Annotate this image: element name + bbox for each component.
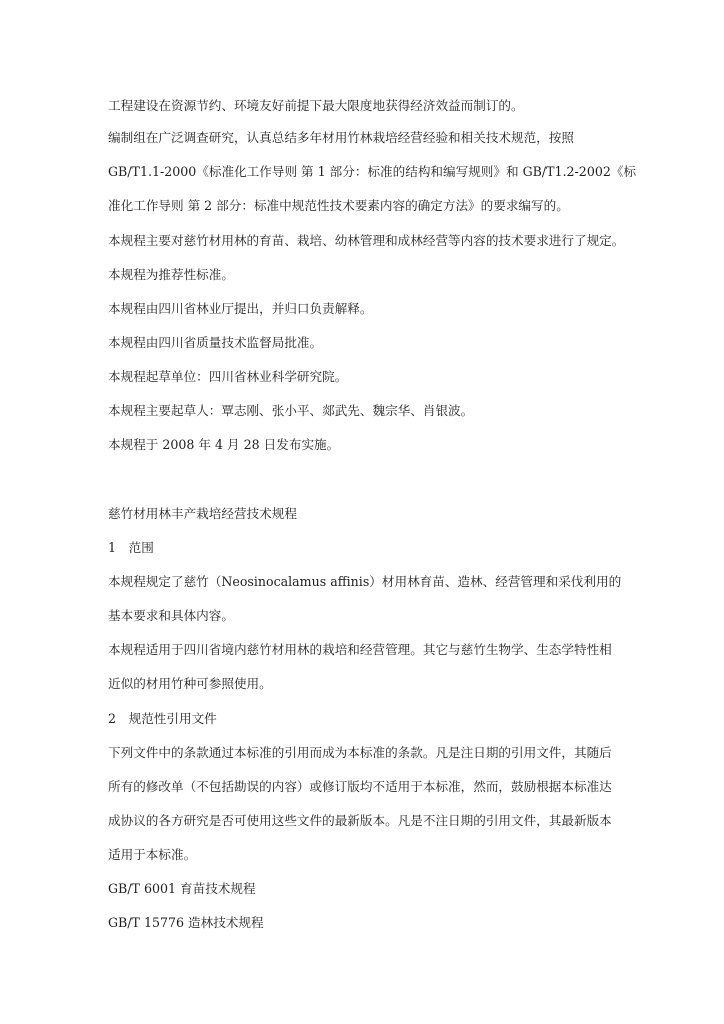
paragraph-line: 本规程起草单位：四川省林业科学研究院。 <box>108 369 348 384</box>
reference-item: GB/T 6001 育苗技术规程 <box>108 881 256 896</box>
paragraph-line: 准化工作导则 第 2 部分：标准中规范性技术要素内容的确定方法》的要求编写的。 <box>108 198 569 213</box>
paragraph-line: 本规程规定了慈竹（Neosinocalamus affinis）材用林育苗、造林、经营管理和采伐利用的 <box>108 574 622 589</box>
paragraph-line: 本规程主要对慈竹材用林的育苗、栽培、幼林管理和成林经营等内容的技术要求进行了规定。 <box>108 233 625 248</box>
paragraph-line: 下列文件中的条款通过本标准的引用而成为本标准的条款。凡是注日期的引用文件，其随后 <box>108 745 612 760</box>
paragraph-line: 本规程于 2008 年 4 月 28 日发布实施。 <box>108 437 340 452</box>
paragraph-line: 成协议的各方研究是否可使用这些文件的最新版本。凡是不注日期的引用文件，其最新版本 <box>108 813 612 828</box>
paragraph-line: 本规程由四川省质量技术监督局批准。 <box>108 335 323 350</box>
paragraph-line: 工程建设在资源节约、环境友好前提下最大限度地获得经济效益而制订的。 <box>108 98 524 113</box>
paragraph-line: 基本要求和具体内容。 <box>108 608 234 623</box>
paragraph-line: 所有的修改单（不包括勘误的内容）或修订版均不适用于本标准，然而，鼓励根据本标准达 <box>108 779 612 794</box>
paragraph-line: 编制组在广泛调查研究，认真总结多年材用竹林栽培经营经验和相关技术规范，按照 <box>108 130 574 145</box>
paragraph-line: 本规程由四川省林业厅提出，并归口负责解释。 <box>108 301 373 316</box>
paragraph-line: 本规程适用于四川省境内慈竹材用林的栽培和经营管理。其它与慈竹生物学、生态学特性相 <box>108 642 612 657</box>
section-heading: 1 范围 <box>108 540 154 555</box>
paragraph-line: 本规程为推荐性标准。 <box>108 267 234 282</box>
section-heading: 2 规范性引用文件 <box>108 711 217 726</box>
document-title: 慈竹材用林丰产栽培经营技术规程 <box>108 506 297 521</box>
paragraph-line: 本规程主要起草人：覃志刚、张小平、郯武先、魏宗华、肖银波。 <box>108 403 474 418</box>
paragraph-line: 近似的材用竹种可参照使用。 <box>108 676 272 691</box>
paragraph-line: GB/T1.1-2000《标准化工作导则 第 1 部分：标准的结构和编写规则》和 GB/T1.2-2002《标 <box>108 164 637 179</box>
reference-item: GB/T 15776 造林技术规程 <box>108 915 264 930</box>
paragraph-line: 适用于本标准。 <box>108 847 197 862</box>
